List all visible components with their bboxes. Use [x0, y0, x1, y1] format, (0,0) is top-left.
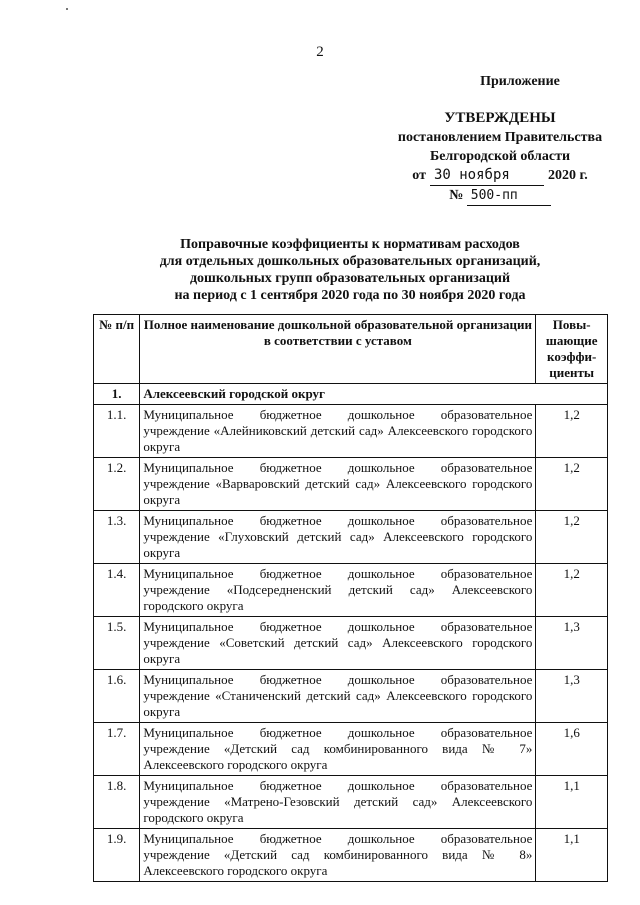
row-num: 1.4.	[94, 564, 140, 617]
approved-label: УТВЕРЖДЕНЫ	[444, 110, 556, 126]
row-name: Муниципальное бюджетное дошкольное образовательное учреждение «Детский сад комбинированного вида № 7» Алексеевского городского округа	[140, 723, 536, 776]
date-handwritten: 30 ноября	[430, 166, 544, 186]
row-coef: 1,2	[536, 405, 608, 458]
table-row	[94, 511, 608, 564]
approval-block	[380, 72, 620, 206]
table-row	[94, 405, 608, 458]
row-num: 1.7.	[94, 723, 140, 776]
page-number: 2	[316, 44, 324, 60]
row-name: Муниципальное бюджетное дошкольное образовательное учреждение «Алейниковский детский сад» Алексеевского городского округа	[140, 405, 536, 458]
title-line-2: для отдельных дошкольных образовательных организаций,	[159, 254, 541, 269]
row-num: 1.2.	[94, 458, 140, 511]
table-row	[94, 829, 608, 882]
row-coef: 1,6	[536, 723, 608, 776]
approval-line-1: постановлением Правительства	[397, 130, 603, 145]
row-name: Муниципальное бюджетное дошкольное образовательное учреждение «Станиченский детский сад» Алексеевского городского округа	[140, 670, 536, 723]
row-num: 1.5.	[94, 617, 140, 670]
date-year: 2020 г.	[547, 168, 588, 183]
table-row	[94, 564, 608, 617]
appendix-label: Приложение	[480, 74, 560, 89]
number-handwritten: 500-пп	[467, 186, 551, 206]
number-prefix: №	[449, 188, 464, 203]
header-coef: Повы-шающие коэффи-циенты	[536, 315, 608, 384]
row-num: 1.3.	[94, 511, 140, 564]
title-line-4: на период с 1 сентября 2020 года по 30 ноября 2020 года	[174, 288, 526, 303]
title-line-3: дошкольных групп образовательных организаций	[189, 271, 511, 286]
scan-speck	[66, 8, 68, 10]
table-header-row	[94, 315, 608, 384]
row-num: 1.1.	[94, 405, 140, 458]
header-name: Полное наименование дошкольной образовательной организации в соответствии с уставом	[140, 315, 536, 384]
row-num: 1.9.	[94, 829, 140, 882]
district-row	[94, 384, 608, 405]
approval-number-row	[380, 186, 620, 206]
table-row	[94, 723, 608, 776]
district-num: 1.	[94, 384, 140, 405]
row-name: Муниципальное бюджетное дошкольное образовательное учреждение «Глуховский детский сад» Алексеевского городского округа	[140, 511, 536, 564]
district-name: Алексеевский городской округ	[140, 384, 608, 405]
table-row	[94, 776, 608, 829]
row-coef: 1,1	[536, 776, 608, 829]
row-coef: 1,2	[536, 458, 608, 511]
row-name: Муниципальное бюджетное дошкольное образовательное учреждение «Матрено-Гезовский детский сад» Алексеевского городского округа	[140, 776, 536, 829]
row-coef: 1,2	[536, 564, 608, 617]
row-num: 1.6.	[94, 670, 140, 723]
row-name: Муниципальное бюджетное дошкольное образовательное учреждение «Варваровский детский сад» Алексеевского городского округа	[140, 458, 536, 511]
row-name: Муниципальное бюджетное дошкольное образовательное учреждение «Детский сад комбинированного вида № 8» Алексеевского городского округа	[140, 829, 536, 882]
row-num: 1.8.	[94, 776, 140, 829]
row-name: Муниципальное бюджетное дошкольное образовательное учреждение «Подсередненский детский сад» Алексеевского городского округа	[140, 564, 536, 617]
header-num: № п/п	[94, 315, 140, 384]
row-name: Муниципальное бюджетное дошкольное образовательное учреждение «Советский детский сад» Алексеевского городского округа	[140, 617, 536, 670]
date-prefix: от	[412, 168, 426, 183]
table-row	[94, 458, 608, 511]
approval-line-2: Белгородской области	[429, 149, 571, 164]
document-title	[140, 236, 560, 304]
row-coef: 1,3	[536, 617, 608, 670]
title-line-1: Поправочные коэффициенты к нормативам расходов	[180, 237, 520, 252]
table-row	[94, 617, 608, 670]
row-coef: 1,1	[536, 829, 608, 882]
approval-date-row	[380, 166, 620, 186]
row-coef: 1,3	[536, 670, 608, 723]
row-coef: 1,2	[536, 511, 608, 564]
coefficients-table	[93, 314, 608, 882]
table-row	[94, 670, 608, 723]
